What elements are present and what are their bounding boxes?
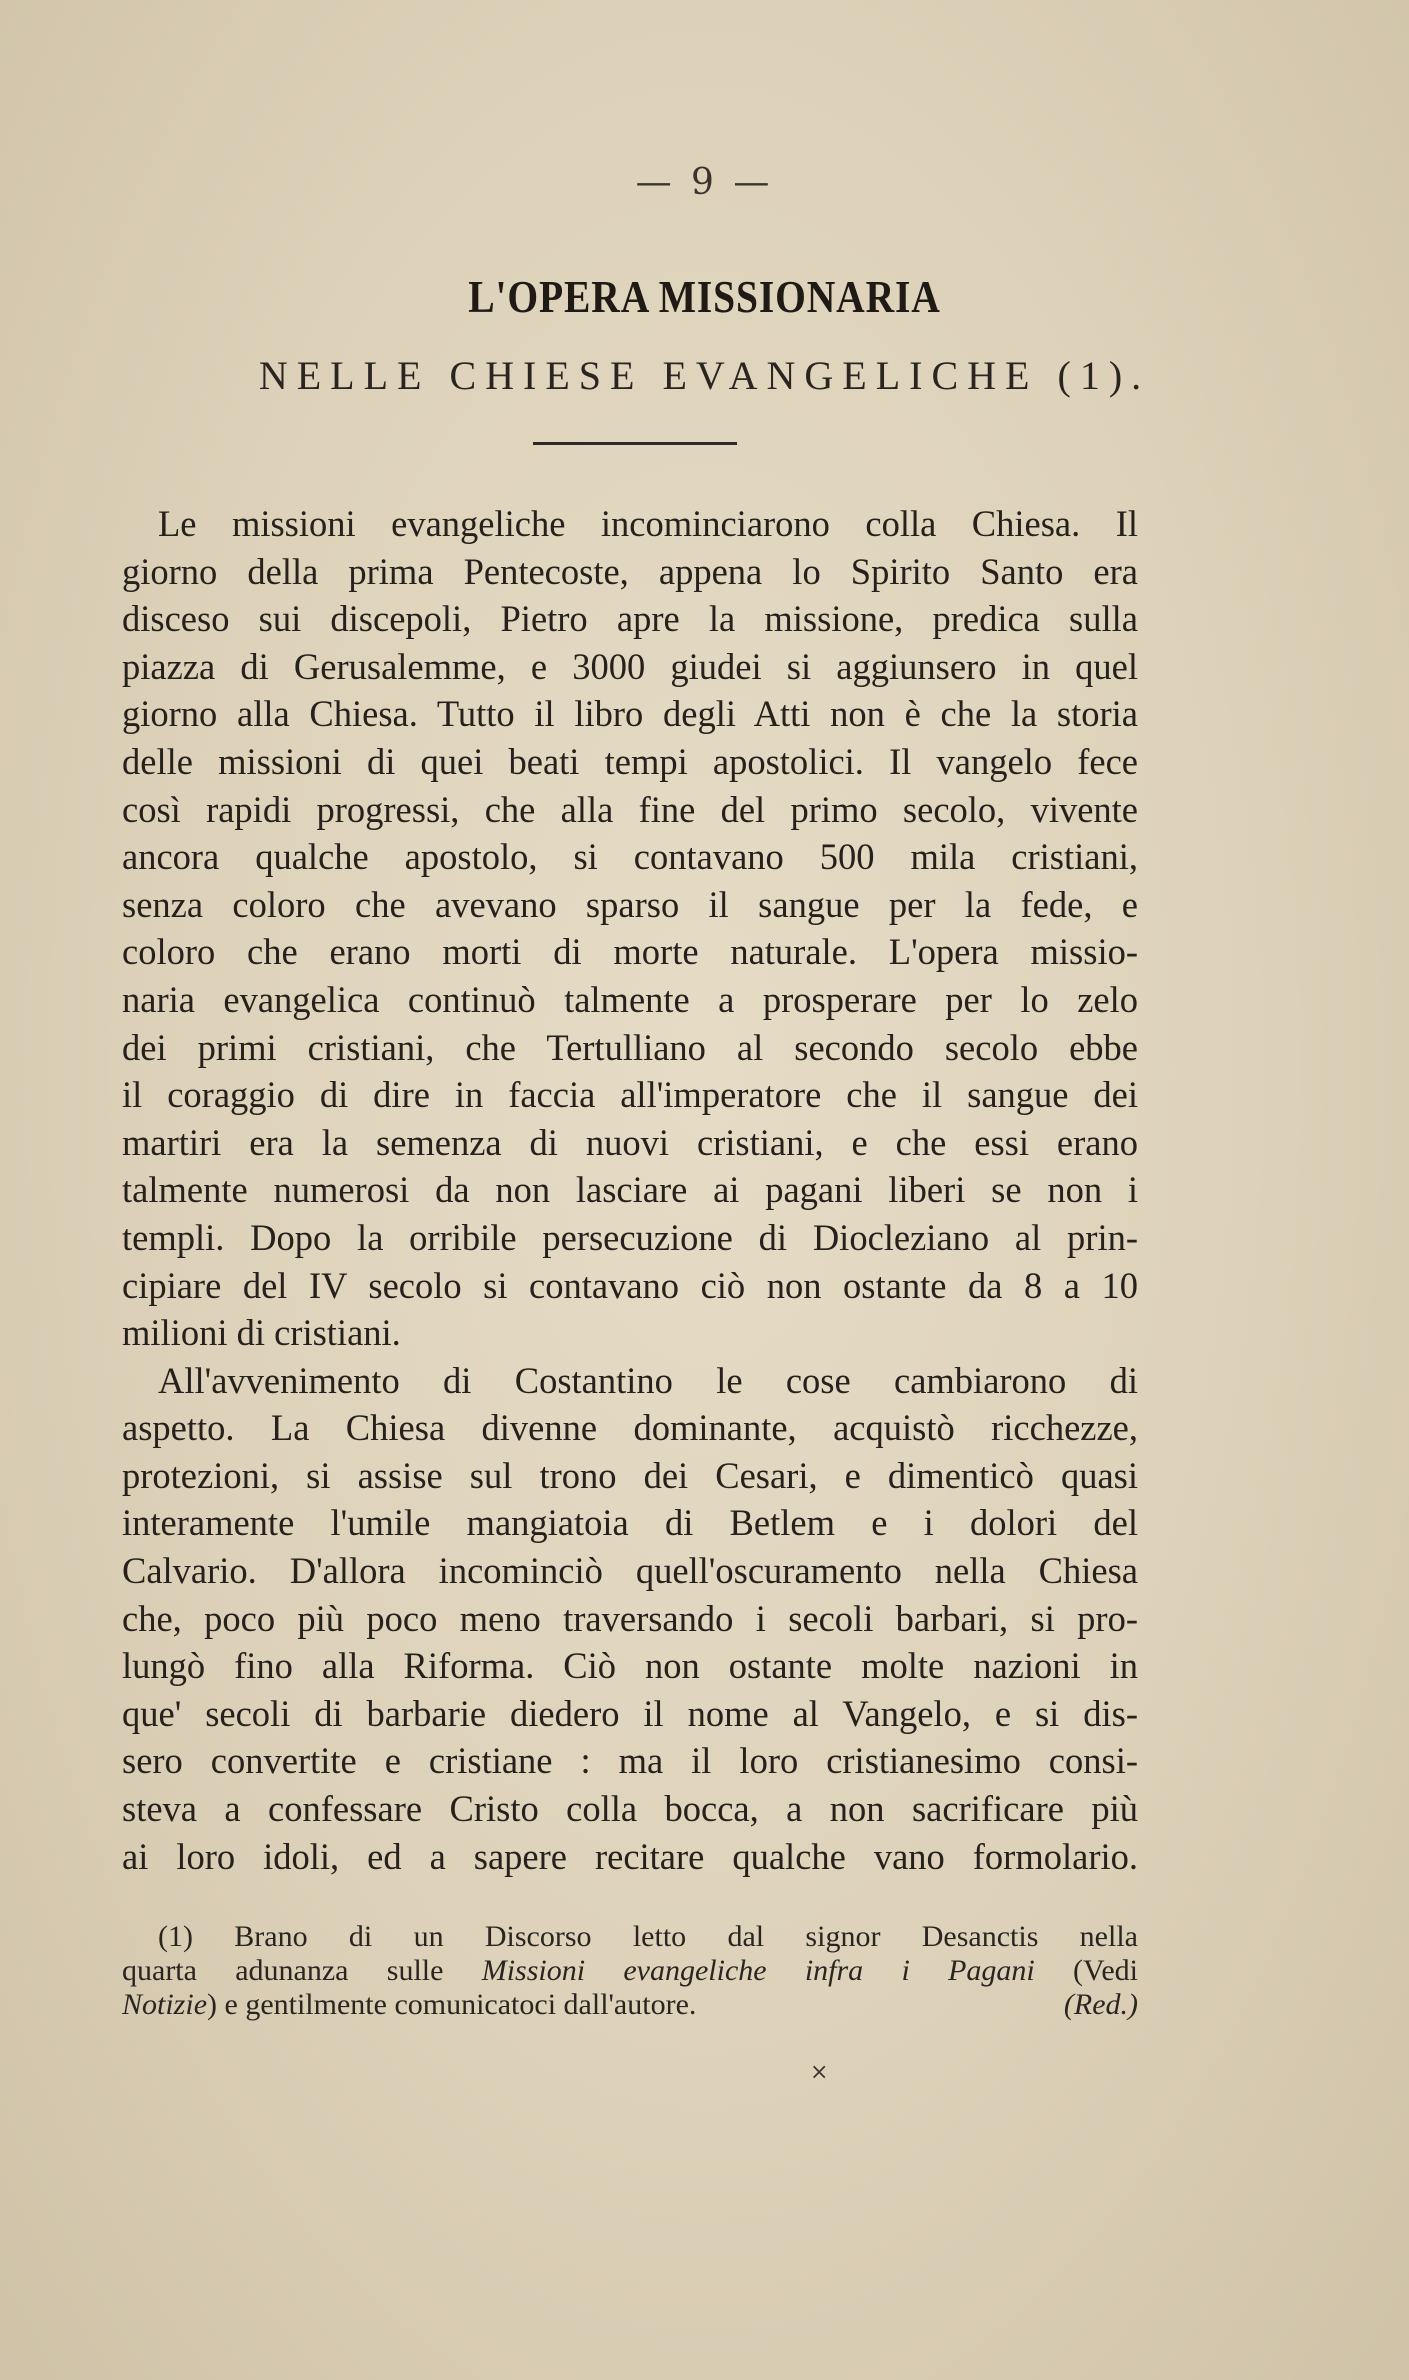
text-line: il coraggio di dire in faccia all'imperatore che il sangue dei — [122, 1074, 1138, 1116]
text-line: dei primi cristiani, che Tertulliano al secondo secolo ebbe — [122, 1026, 1138, 1068]
text-line: All'avvenimento di Costantino le cose cambiarono di — [158, 1359, 1138, 1401]
footnote-italic-ref: Notizie — [122, 1988, 208, 2021]
page-title: L'OPERA MISSIONARIA — [468, 271, 941, 322]
text-line: que' secoli di barbarie diedero il nome al Vangelo, e si dis- — [122, 1692, 1138, 1734]
text-line: senza coloro che avevano sparso il sangue per la fede, e — [122, 883, 1138, 925]
page-subtitle: NELLE CHIESE EVANGELICHE (1). — [258, 353, 1151, 398]
footnote-line — [122, 1988, 1138, 2022]
text-line: interamente l'umile mangiatoia di Betlem e i dolori del — [122, 1502, 1138, 1544]
text-line: giorno della prima Pentecoste, appena lo Spirito Santo era — [122, 550, 1138, 592]
footnote-line: (1) Brano di un Discorso letto dal signor Desanctis nella — [158, 1920, 1138, 1953]
text-line: piazza di Gerusalemme, e 3000 giudei si aggiunsero in quel — [122, 645, 1138, 687]
text-line: protezioni, si assise sul trono dei Cesari, e dimenticò quasi — [122, 1454, 1138, 1496]
text-line: disceso sui discepoli, Pietro apre la missione, predica sulla — [122, 598, 1138, 640]
text-line: naria evangelica continuò talmente a prosperare per lo zelo — [122, 978, 1138, 1020]
text-line: cipiare del IV secolo si contavano ciò non ostante da 8 a 10 — [122, 1264, 1138, 1306]
text-line: così rapidi progressi, che alla fine del primo secolo, vivente — [122, 788, 1138, 830]
footnote — [122, 1920, 1138, 2022]
text-line: talmente numerosi da non lasciare ai pagani liberi se non i — [122, 1169, 1138, 1211]
text-line: lungò fino alla Riforma. Ciò non ostante molte nazioni in — [122, 1645, 1138, 1687]
text-line: steva a confessare Cristo colla bocca, a non sacrificare più — [122, 1788, 1138, 1830]
footnote-text: quarta adunanza sulle — [122, 1954, 482, 1987]
footnote-signature: (Red.) — [1063, 1988, 1138, 2021]
text-line: martiri era la semenza di nuovi cristiani, e che essi erano — [122, 1121, 1138, 1163]
bottom-mark: × — [810, 2060, 829, 2085]
footnote-text: ) e gentilmente comunicatoci dall'autore. — [207, 1988, 697, 2021]
footnote-line — [122, 1954, 1138, 1988]
text-line: ancora qualche apostolo, si contavano 500 mila cristiani, — [122, 836, 1138, 878]
text-line: Calvario. D'allora incominciò quell'oscuramento nella Chiesa — [122, 1550, 1138, 1592]
footnote-italic-title: Missioni evangeliche infra i Pagani — [481, 1954, 1035, 1987]
footnote-text: (Vedi — [1034, 1954, 1138, 1987]
text-line: giorno alla Chiesa. Tutto il libro degli Atti non è che la storia — [122, 693, 1138, 735]
text-line: sero convertite e cristiane : ma il loro cristianesimo consi- — [122, 1740, 1138, 1782]
text-line: milioni di cristiani. — [122, 1312, 401, 1354]
text-line: templi. Dopo la orribile persecuzione di Diocleziano al prin- — [122, 1216, 1138, 1258]
text-line: aspetto. La Chiesa divenne dominante, acquistò ricchezze, — [122, 1407, 1138, 1449]
article-body — [122, 500, 1138, 1880]
page-number: — 9 — — [635, 162, 774, 203]
paragraph-1 — [122, 500, 1138, 1357]
text-line: ai loro idoli, ed a sapere recitare qualche vano formolario. — [122, 1835, 1138, 1877]
paragraph-2 — [122, 1357, 1138, 1881]
text-line: coloro che erano morti di morte naturale. L'opera missio- — [122, 931, 1138, 973]
text-line: che, poco più poco meno traversando i secoli barbari, si pro- — [122, 1597, 1138, 1639]
text-line: Le missioni evangeliche incominciarono colla Chiesa. Il — [158, 503, 1138, 544]
text-line: delle missioni di quei beati tempi apostolici. Il vangelo fece — [122, 740, 1138, 782]
title-divider — [533, 442, 737, 445]
